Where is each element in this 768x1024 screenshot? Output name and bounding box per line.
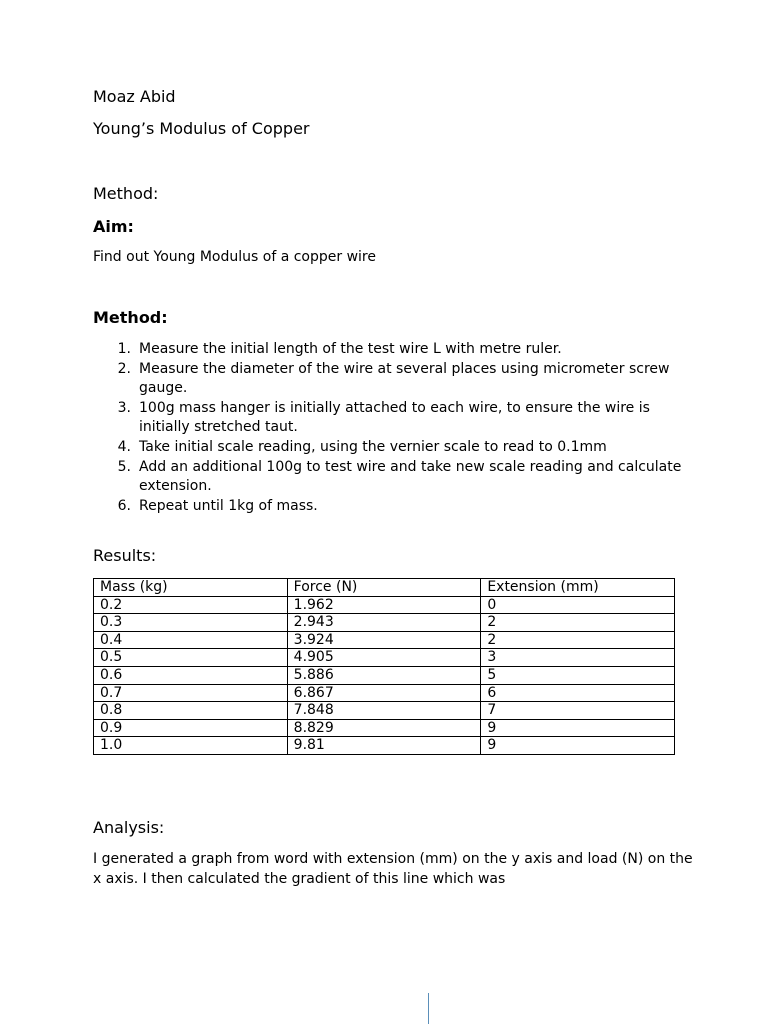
table-cell: 0.5 <box>94 649 288 667</box>
method-step: 6. Repeat until 1kg of mass. <box>117 497 318 514</box>
table-row <box>94 631 675 649</box>
table-cell: 2 <box>481 614 675 632</box>
method-step-text: Measure the initial length of the test wire L with metre ruler. <box>139 341 562 357</box>
results-heading: Results: <box>93 546 157 565</box>
table-cell: 3 <box>481 649 675 667</box>
table-row <box>94 596 675 614</box>
aim-heading: Aim: <box>93 217 134 236</box>
table-cell: 5 <box>481 666 675 684</box>
column-header: Mass (kg) <box>94 579 288 597</box>
author-name: Moaz Abid <box>93 87 176 106</box>
method-label: Method: <box>93 184 159 203</box>
table-cell: 2 <box>481 631 675 649</box>
table-row <box>94 684 675 702</box>
table-cell: 6.867 <box>287 684 481 702</box>
table-row <box>94 719 675 737</box>
table-cell: 0.3 <box>94 614 288 632</box>
method-step-text: Add an additional 100g to test wire and take new scale reading and calculate extension. <box>139 458 682 495</box>
results-table <box>93 578 675 755</box>
method-step: 3. 100g mass hanger is initially attached to each wire, to ensure the wire is initially stretched taut. <box>117 399 650 436</box>
table-cell: 0.9 <box>94 719 288 737</box>
table-cell: 1.0 <box>94 737 288 755</box>
analysis-text: I generated a graph from word with extension (mm) on the y axis and load (N) on the x axis. I then calculated the gradient of this line which was <box>93 851 693 887</box>
table-cell: 9 <box>481 737 675 755</box>
analysis-heading: Analysis: <box>93 818 165 837</box>
method-step: 2. Measure the diameter of the wire at several places using micrometer screw gauge. <box>117 360 670 397</box>
table-cell: 0.4 <box>94 631 288 649</box>
table-cell: 3.924 <box>287 631 481 649</box>
table-cell: 0.2 <box>94 596 288 614</box>
table-cell: 0.8 <box>94 702 288 720</box>
table-row <box>94 614 675 632</box>
table-row <box>94 666 675 684</box>
method-steps-list <box>93 340 683 516</box>
table-row <box>94 702 675 720</box>
method-step-text: 100g mass hanger is initially attached to each wire, to ensure the wire is initially stretched taut. <box>139 399 650 436</box>
table-cell: 0.7 <box>94 684 288 702</box>
table-cell: 4.905 <box>287 649 481 667</box>
table-cell: 8.829 <box>287 719 481 737</box>
table-cell: 9 <box>481 719 675 737</box>
table-cell: 7.848 <box>287 702 481 720</box>
method-step: 4. Take initial scale reading, using the vernier scale to read to 0.1mm <box>117 438 607 455</box>
table-header-row <box>94 579 675 597</box>
column-header: Force (N) <box>287 579 481 597</box>
table-cell: 5.886 <box>287 666 481 684</box>
column-header: Extension (mm) <box>481 579 675 597</box>
method-step-text: Take initial scale reading, using the vernier scale to read to 0.1mm <box>139 438 607 455</box>
table-cell: 9.81 <box>287 737 481 755</box>
document-title: Young’s Modulus of Copper <box>93 119 310 138</box>
method-step: 1. Measure the initial length of the test wire L with metre ruler. <box>117 341 562 357</box>
table-cell: 7 <box>481 702 675 720</box>
table-cell: 6 <box>481 684 675 702</box>
method-step-text: Measure the diameter of the wire at several places using micrometer screw gauge. <box>139 360 670 397</box>
table-row <box>94 649 675 667</box>
method-step-text: Repeat until 1kg of mass. <box>139 497 318 514</box>
method-heading: Method: <box>93 308 168 327</box>
aim-text: Find out Young Modulus of a copper wire <box>93 249 376 265</box>
text-cursor <box>428 993 429 1024</box>
table-cell: 1.962 <box>287 596 481 614</box>
table-cell: 0.6 <box>94 666 288 684</box>
table-cell: 2.943 <box>287 614 481 632</box>
table-row <box>94 737 675 755</box>
table-cell: 0 <box>481 596 675 614</box>
method-step: 5. Add an additional 100g to test wire and take new scale reading and calculate extension. <box>117 458 682 495</box>
